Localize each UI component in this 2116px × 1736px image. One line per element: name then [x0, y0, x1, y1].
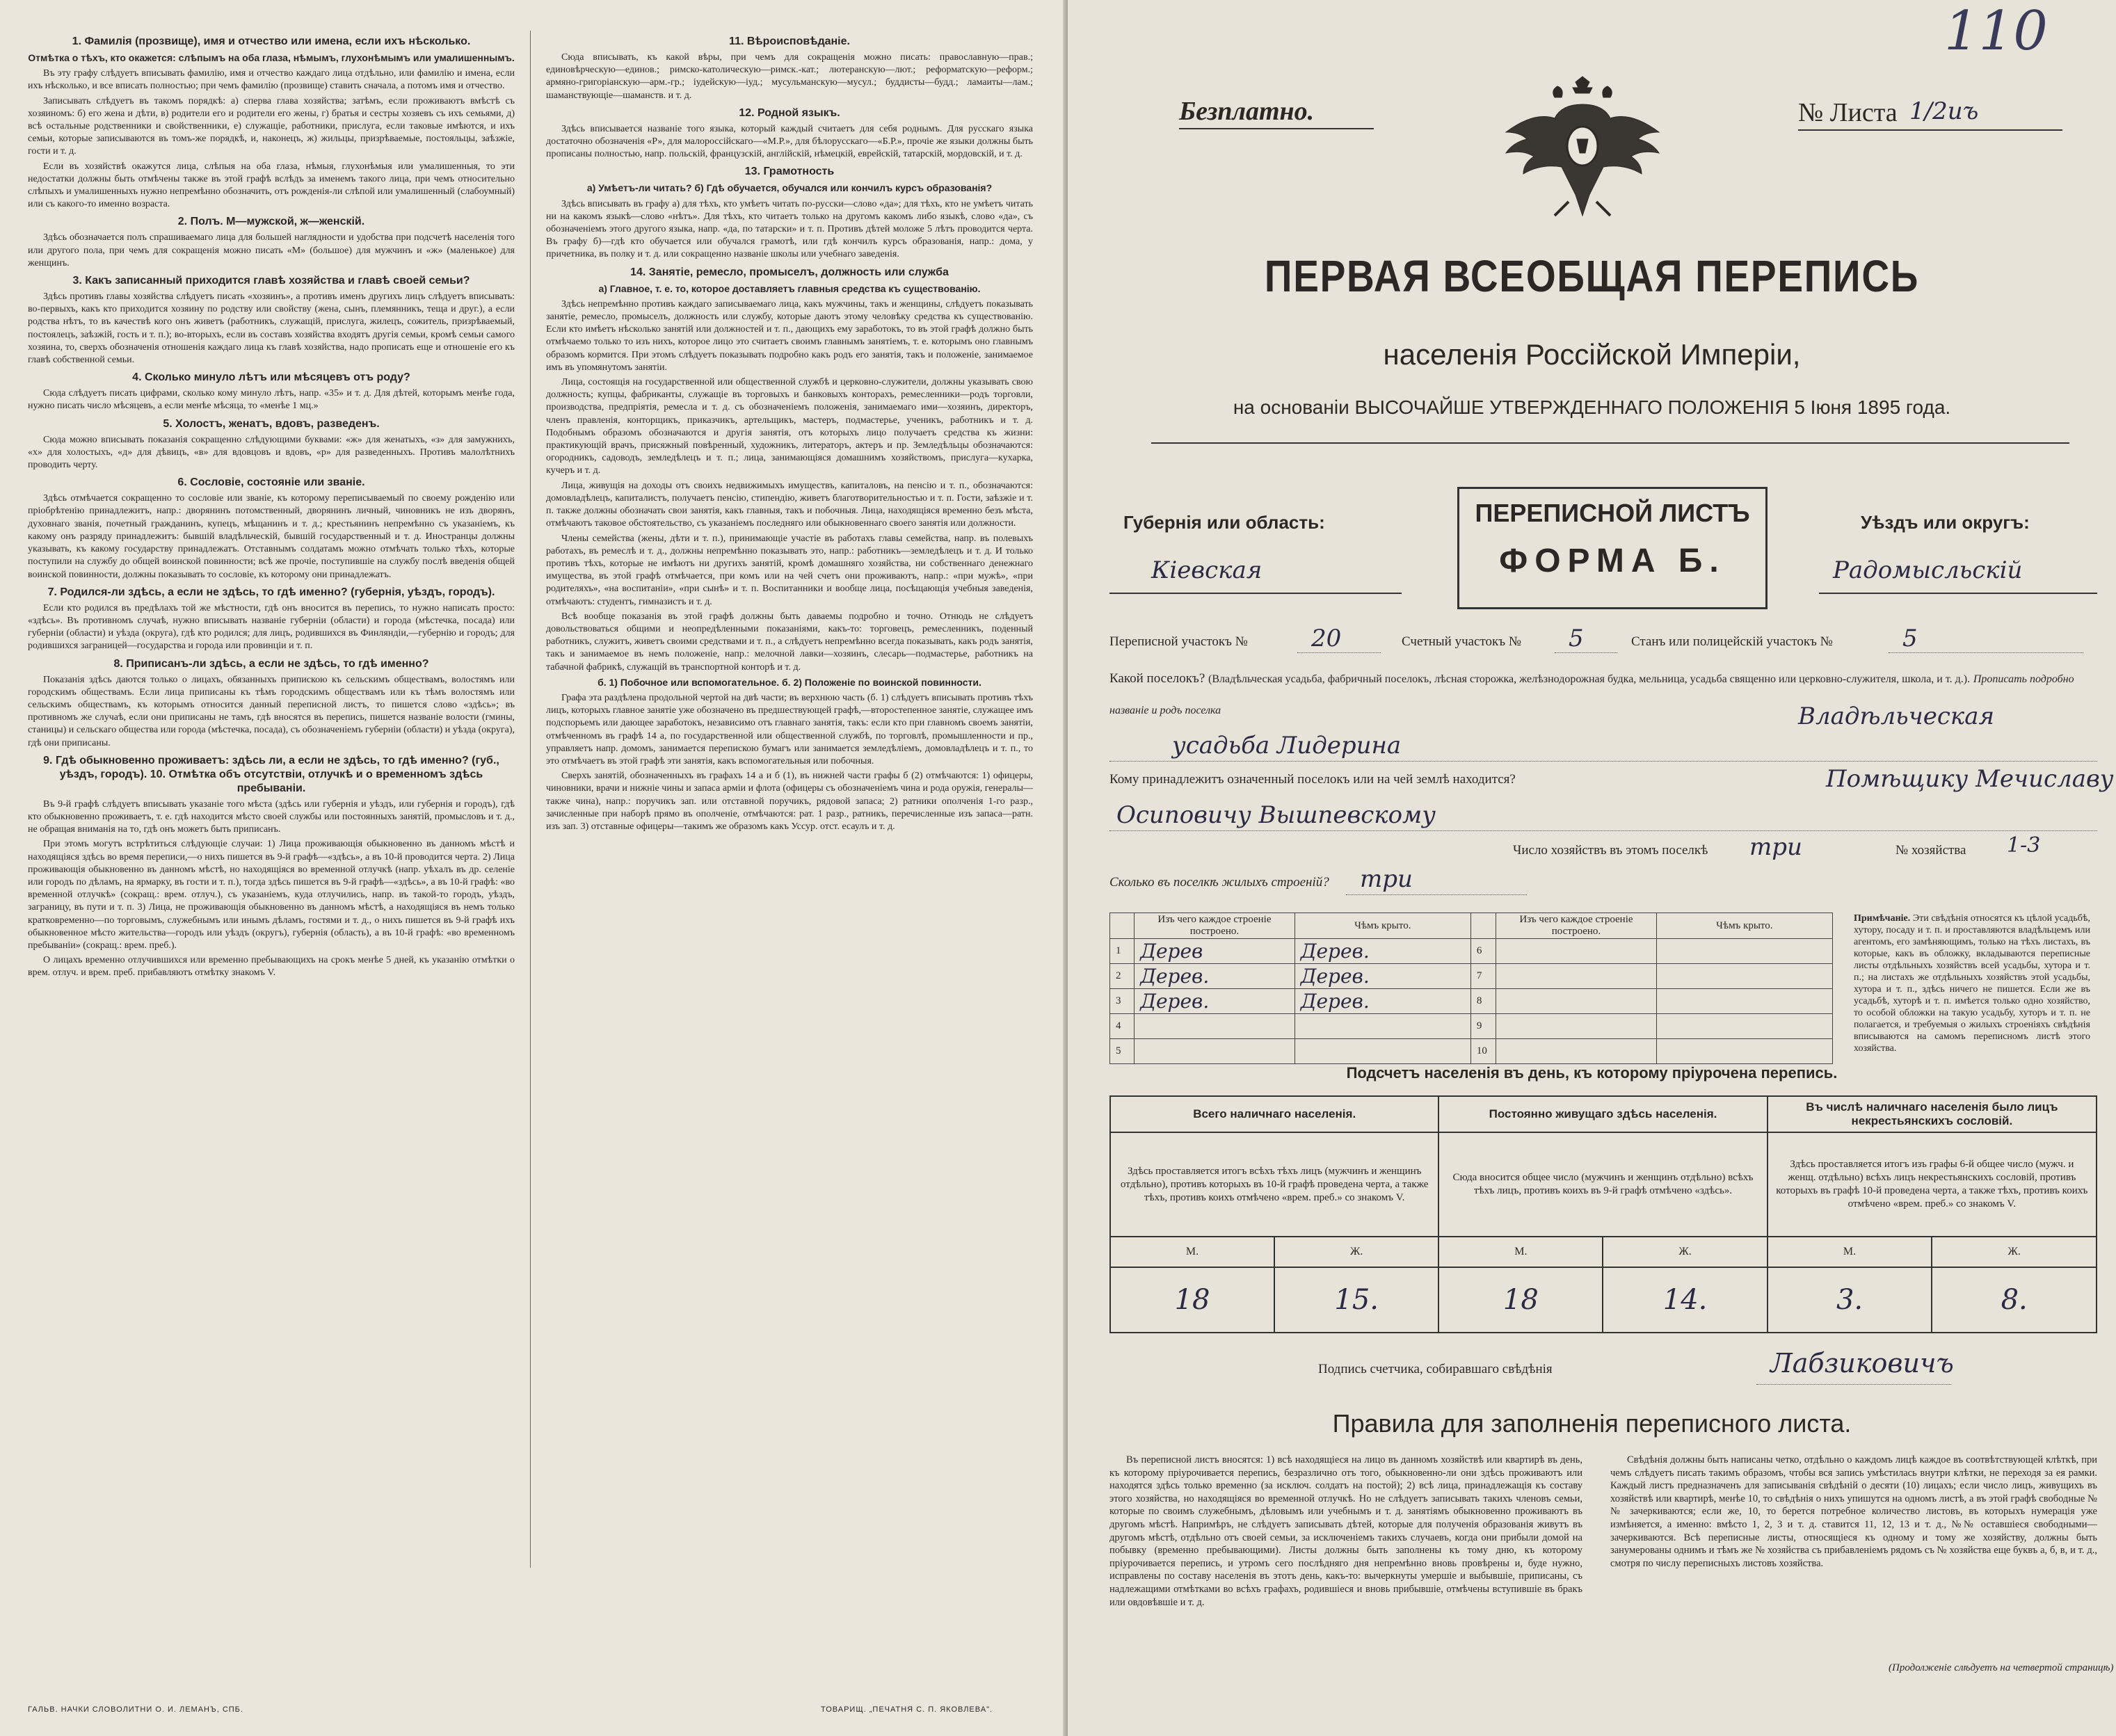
- building-roof: [1295, 1014, 1470, 1039]
- instruction-subheading: Отмѣтка о тѣхъ, кто окажется: слѣпымъ на оба глаза, нѣмымъ, глухонѣмымъ или умалишеннымъ.: [28, 52, 515, 63]
- enumeration-district-label: Переписной участокъ №: [1109, 634, 1248, 649]
- instruction-heading: 2. Полъ. М—мужской, ж—женскій.: [177, 216, 365, 228]
- male-column-label: М.: [1768, 1237, 1932, 1267]
- gubernia-label: Губернія или область:: [1123, 512, 1325, 533]
- instruction-paragraph: Въ эту графу слѣдуетъ вписывать фамилію, имя и отчество каждаго лица отдѣльно, или фамилію и имена, если ихъ нѣсколько, и все вписать полностью; при чемъ фамилію (прозвище) ставить сначала, а потомъ имя и отчество.: [28, 68, 515, 92]
- instruction-heading: 3. Какъ записанный приходится главѣ хозяйства и главѣ своей семьи?: [72, 275, 470, 287]
- summary-column-description: Здѣсь проставляется итогъ всѣхъ тѣхъ лицъ (мужчинъ и женщинъ отдѣльно), противъ которыхъ въ 10-й графѣ проведена черта, а также тѣхъ, противъ коихъ отмѣчено «врем. преб.» со знакомъ V.: [1110, 1132, 1438, 1237]
- instruction-heading: 8. Приписанъ-ли здѣсь, а если не здѣсь, то гдѣ именно?: [113, 657, 429, 670]
- gratis-label: Безплатно.: [1179, 97, 1315, 126]
- printer-imprint-left: ГАЛЬВ. НАЧКИ СЛОВОЛИТНИ О. И. ЛЕМАНЪ, СПБ.: [28, 1705, 243, 1714]
- building-material: Дерев: [1135, 939, 1295, 964]
- building-row: [1110, 989, 1833, 1014]
- building-roof: [1656, 964, 1832, 989]
- household-number-label: № хозяйства: [1895, 843, 1966, 858]
- enumeration-district-value: 20: [1311, 625, 1342, 652]
- households-handwritten: три: [1749, 833, 1802, 861]
- building-material: Дерев.: [1135, 989, 1295, 1014]
- building-material: [1135, 1014, 1295, 1039]
- census-subtitle: населенія Россійской Имперіи,: [1383, 338, 1801, 371]
- sheet-number-underline: [1798, 129, 2062, 131]
- rules-continuation: (Продолженіе слѣдуетъ на четвертой страницѣ): [1889, 1662, 2114, 1673]
- instruction-paragraph: Показанія здѣсь даются только о лицахъ, обязанныхъ припискою къ сельскимъ обществамъ, волостямъ или городскимъ обществамъ. Если лица приписаны къ тѣмъ городскимъ обществамъ или къ тѣмъ волостямъ или сельскимъ обществамъ, къ которымъ относится данный переписной листъ, то пишется слово «здѣсь»; въ противномъ же случаѣ, если они приписаны не тамъ, гдѣ вносятся въ перепись, пишется названіе волости (гмины, станицы) и сельскаго общества или города (мѣстечка, посада), съ обозначеніемъ губерніи (области) и уѣзда (округа), гдѣ они приписаны.: [28, 674, 515, 748]
- instruction-paragraph: Всѣ вообще показанія въ этой графѣ должны быть даваемы подробно и точно. Отнюдь не слѣдуетъ довольствоваться общими и неопредѣленными показаніями, какъ-то: торговецъ, ремесленникъ, поденный работникъ, служитъ, живетъ своими средствами и т. п., а слѣдуетъ непремѣнно всегда показывать, какъ родъ занятія, такъ и занимаемое въ немъ положеніе, напр.: мелочной лавки—хозяинъ, слесарь—подмастерье, работникъ на табачной фабрикѣ, служащій въ транспортной конторѣ и т. д.: [546, 611, 1033, 673]
- printer-imprint-right: ТОВАРИЩ. „ПЕЧАТНЯ С. П. ЯКОВЛЕВА".: [821, 1705, 993, 1714]
- buildings-line: [1346, 894, 1527, 895]
- owner-question: Кому принадлежитъ означенный поселокъ или на чей землѣ находится?: [1109, 772, 1516, 787]
- building-roof: [1656, 1039, 1832, 1064]
- building-roof: [1295, 1039, 1470, 1064]
- building-number: 1: [1110, 939, 1135, 964]
- building-row: [1110, 1014, 1833, 1039]
- households-label: Число хозяйствъ въ этомъ поселкѣ: [1513, 843, 1708, 858]
- building-roof: Дерев.: [1295, 989, 1470, 1014]
- building-roof: Дерев.: [1295, 939, 1470, 964]
- buildings-note: [1854, 913, 2090, 1054]
- building-material: Дерев.: [1135, 964, 1295, 989]
- police-district-line: [1889, 652, 2083, 653]
- building-number: 6: [1470, 939, 1496, 964]
- instruction-paragraph: При этомъ могутъ встрѣтиться слѣдующіе случаи: 1) Лица проживающія обыкновенно въ данномъ мѣстѣ и находящіяся здѣсь во время переписи,—о нихъ пишется въ 9-й графѣ—«здѣсь», а въ 10-й проводится черта. 2) Лица проживающія обыкновенно въ данномъ мѣстѣ, но находящіяся во временной отлучкѣ (напр. уѣхалъ въ др. селеніе или городъ по дѣламъ, на ярмарку, въ гости и т. п.), тогда здѣсь пишется въ 9-й графѣ—«здѣсь», а въ 10-й графѣ: «во временной отлучкѣ» (сокращ.: врем. отлуч.), съ указаніемъ, куда отлучились, напр. въ такой-то городъ, уѣздъ, заграницу, въ пути и т. п. 3) Лица, не проживающія обыкновенно въ данномъ мѣстѣ, а находящіяся въ немъ только кратковременно—по торговымъ, служебнымъ или инымъ дѣламъ, гостями и т. д., о нихъ пишется въ 9-й графѣ ихъ обыкновенное мѣсто жительства—городъ или уѣздъ (округъ), губернія (область), а въ 10-й графѣ: «во временномъ пребываніи» (сокращ.: врем. преб.).: [28, 839, 515, 951]
- instruction-paragraph: Члены семейства (жены, дѣти и т. п.), принимающіе участіе въ работахъ главы семейства, напр. въ полевыхъ работахъ, въ ремеслѣ и т. д., должны непремѣнно показывать это, напр.: работникъ—земледѣлецъ и т. д. И только противъ тѣхъ, которые не имѣютъ ни другихъ занятій, кромѣ домашняго хозяйства, ни собственнаго денежнаго имущества, въ этой графѣ отмѣчается, при комъ или на чей счетъ они проживаютъ, напр.: «при мужѣ», «при родителяхъ», «на воспитаніи», «при сынѣ» и т. п. Воспитанники и вообще лица, посѣщающія учебныя заведенія, отмѣчаютъ: студентъ, гимназистъ и т. д.: [546, 533, 1033, 607]
- gratis-underline: [1179, 128, 1374, 129]
- summary-column-header: Въ числѣ наличнаго населенія было лицъ некрестьянскихъ сословій.: [1768, 1096, 2097, 1132]
- instruction-paragraph: Лица, состоящія на государственной или общественной службѣ и церковно-служители, должны указывать свою должность; купцы, фабриканты, служащіе въ торговыхъ и банковыхъ конторахъ, ремесленники—родъ торговли, производства, предпріятія, ремесла и т. д. съ обозначеніемъ положенія, занимаемаго ими—хозяинъ, директоръ, членъ правленія, конторщикъ, приказчикъ, артельщикъ, мастеръ, подмастерье, ученикъ, работникъ и т. д. Подобнымъ образомъ обозначаются и другія занятія, отъ которыхъ лицо получаетъ средства къ жизни: практикующій врачъ, присяжный повѣренный, художникъ, литераторъ, актеръ и пр. Земледѣльцы обозначаются: огородникъ, садоводъ, земледѣлецъ и т. п.; лица, занимающіяся домашнимъ хозяйствомъ, прислуга—кухарка, кучеръ и т. д.: [546, 377, 1033, 476]
- female-column-label: Ж.: [1932, 1237, 2097, 1267]
- building-number: 3: [1110, 989, 1135, 1014]
- instruction-paragraph: Сюда можно вписывать показанія сокращенно слѣдующими буквами: «ж» для женатыхъ, «з» для замужнихъ, «х» для холостыхъ, «д» для дѣвицъ, «в» для вдовцовъ и вдовъ, «р» для разведенныхъ. Противъ малолѣтнихъ проводить черту.: [28, 434, 515, 471]
- header-rule: [1151, 442, 2069, 444]
- archive-page-number: 110: [1944, 0, 2048, 63]
- building-roof: Дерев.: [1295, 964, 1470, 989]
- population-summary-table: [1109, 1095, 2097, 1333]
- instruction-paragraph: Въ 9-й графѣ слѣдуетъ вписывать указаніе того мѣста (здѣсь или губернія и уѣздъ, или губернія и городъ), гдѣ кто обыкновенно проживаетъ, т. е. гдѣ находится мѣсто своей службы или постоянныхъ занятій, промысловъ и т. д., не обращая вниманія на то, гдѣ онъ можетъ быть приписанъ.: [28, 798, 515, 835]
- instruction-subheading: б. 1) Побочное или вспомогательное. б. 2) Положеніе по воинской повинности.: [598, 676, 981, 688]
- summary-title: Подсчетъ населенія въ день, къ которому пріурочена перепись.: [1346, 1064, 1838, 1082]
- instruction-heading: 14. Занятіе, ремесло, промыселъ, должность или служба: [630, 266, 949, 278]
- building-row: [1110, 939, 1833, 964]
- building-material: [1135, 1039, 1295, 1064]
- instruction-paragraph: Здѣсь вписывать въ графу а) для тѣхъ, кто умѣетъ читать по-русски—слово «да»; для тѣхъ, кто не умѣетъ читать ни на какомъ языкѣ—слово «нѣтъ». Для тѣхъ, кто читаетъ только на другомъ какомъ либо языкѣ, слово «да», съ обозначеніемъ этого другого языка, напр. «да, по татарски» и т. п. Противъ дѣтей моложе 5 лѣтъ проводится черта. Въ графу б)—гдѣ кто обучается или обучался грамотѣ, или гдѣ кончилъ курсъ образованія, напр.: дома, у причетника, въ полку и т. д. или сокращенно названіе школы или учебнаго заведенія.: [546, 198, 1033, 260]
- building-number: 7: [1470, 964, 1496, 989]
- male-count-value: 18: [1110, 1267, 1274, 1333]
- instruction-heading: 1. Фамилія (прозвище), имя и отчество или имена, если ихъ нѣсколько.: [72, 35, 471, 47]
- instruction-paragraph: Если въ хозяйствѣ окажутся лица, слѣпыя на оба глаза, нѣмыя, глухонѣмыя или умалишенныя, то эти недостатки должны быть отмѣчены также въ этой графѣ вслѣдъ за именемъ такого лица, при чемъ относительно слѣпыхъ и умалишенныхъ нужно непремѣнно обозначить, отъ рожденія-ли слѣпой или умалишенный (слабоумный) или съ какого-то именно возраста.: [28, 161, 515, 210]
- instruction-paragraph: О лицахъ временно отлучившихся или временно пребывающихъ на срокъ менѣе 5 дней, къ указанію отмѣтки о врем. отлуч. и врем. преб. прибавляютъ отмѣтку знакомъ V.: [28, 955, 515, 979]
- instruction-paragraph: Здѣсь отмѣчается сокращенно то сословіе или званіе, къ которому переписываемый по своему рожденію или пріобрѣтенію принадлежитъ, напр.: дворянинъ потомственный, дворянинъ личный, чиновникъ не изъ дворянъ, духовнаго званія, почетный гражданинъ, купецъ, мѣщанинъ и т. д.; крестьянинъ непремѣнно съ указаніемъ, къ какому онъ разряду принадлежитъ: бывшій владѣльческій, бывшій государственный и т. д. Иностранцы должны указывать, къ какому государству принадлежатъ. Отставнымъ солдатамъ можно отмѣчать только тѣхъ, которые поступили на службу до общей воинской повинности; всѣ же прочіе, поступившіе на службу послѣ введенія общей воинской повинности, должны показывать то сословіе, къ которому они принадлежатъ.: [28, 493, 515, 580]
- signature-line: [1756, 1384, 1951, 1385]
- census-title: ПЕРВАЯ ВСЕОБЩАЯ ПЕРЕПИСЬ: [1264, 251, 1920, 301]
- instruction-paragraph: Если кто родился въ предѣлахъ той же мѣстности, гдѣ онъ вносится въ перепись, то нужно написать просто: «здѣсь». Въ противномъ случаѣ, нужно вписывать названіе губерніи (области) и города (мѣстечка, посада) или губерніи (области) и уѣзда (округа), гдѣ кто родился; для лицъ, родившихся въ Финляндіи,—губернію и городъ; для родившихся заграницей—государства и города или провинціи и т. п.: [28, 602, 515, 652]
- summary-column-description: Сюда вносится общее число (мужчинъ и женщинъ отдѣльно) всѣхъ тѣхъ лицъ, противъ коихъ въ 9-й графѣ отмѣчено «здѣсь».: [1438, 1132, 1767, 1237]
- male-count-value: 18: [1438, 1267, 1603, 1333]
- instruction-paragraph: Здѣсь непремѣнно противъ каждаго записываемаго лица, какъ мужчины, такъ и женщины, слѣдуетъ показывать занятіе, ремесло, промыселъ, должность или службу, которые даютъ этому человѣку средства къ существованію. Если кто имѣетъ нѣсколько занятій или должностей и т. п., дающихъ ему заработокъ, то въ этой графѣ должно быть отмѣчаемо только то изъ нихъ, которое лицо это считаетъ своимъ главнымъ занятіемъ, т. е. которымъ оно главнымъ образомъ кормится. При этомъ слѣдуетъ показывать подробно какъ родъ его занятія, такъ и положеніе, занимаемое имъ въ упомянутомъ занятіи.: [546, 298, 1033, 373]
- buildings-table: [1109, 913, 1833, 1064]
- gubernia-handwritten: Кіевская: [1151, 556, 1263, 584]
- settlement-question: Какой поселокъ?: [1109, 671, 1205, 686]
- building-roof: [1656, 989, 1832, 1014]
- settlement-name-handwritten: усадьба Лидерина: [1172, 732, 1402, 760]
- buildings-label: Сколько въ поселкѣ жилыхъ строеній?: [1109, 875, 1329, 890]
- household-number-handwritten: 1-3: [2007, 833, 2041, 858]
- form-title: ПЕРЕПИСНОЙ ЛИСТЪ: [1475, 499, 1750, 527]
- form-header-block: [1109, 487, 2097, 612]
- settlement-line: [1109, 761, 2097, 762]
- sheet-number-label: № Листа: [1798, 98, 1898, 127]
- uezd-handwritten: Радомысльскій: [1833, 556, 2023, 584]
- building-row: [1110, 964, 1833, 989]
- signature-label: Подпись счетчика, собиравшаго свѣдѣнія: [1318, 1362, 1553, 1376]
- building-roof: [1656, 939, 1832, 964]
- column-divider: [530, 31, 531, 1568]
- bld-header-roof-2: Чѣмъ крыто.: [1656, 913, 1832, 939]
- building-material: [1496, 964, 1657, 989]
- instruction-heading: 12. Родной языкъ.: [739, 106, 840, 119]
- census-form-page: [1068, 0, 2116, 1736]
- female-count-value: 15.: [1274, 1267, 1438, 1333]
- building-row: [1110, 1039, 1833, 1064]
- building-number: 9: [1470, 1014, 1496, 1039]
- uezd-label: Уѣздъ или округъ:: [1861, 512, 2030, 533]
- imperial-eagle-emblem: [1499, 70, 1666, 223]
- owner-handwritten-1: Помѣщику Мечиславу: [1826, 765, 2114, 793]
- settlement-type-handwritten: Владѣльческая: [1798, 702, 1995, 730]
- note-text: Эти свѣдѣнія относятся къ цѣлой усадьбѣ, хутору, посаду и т. п. и проставляются владѣльцемъ или агентомъ, его замѣняющимъ, только на тѣхъ листахъ, въ которые, какъ въ обложку, вкладываются переписные листы отдѣльныхъ хозяйствъ всей усадьбы, хутора и т. п.; на листахъ же отдѣльныхъ хозяйствъ этой усадьбы, хутора и т. п., здѣсь ничего не пишется. Если же въ усадьбѣ, хуторѣ и т. п. имѣется только одно хозяйство, то особой обложки на такую усадьбу, хуторъ и т. п. не полагается, и требуемыя о жилыхъ строеніяхъ свѣдѣнія вписываются на самомъ переписномъ листѣ этого хозяйства.: [1854, 913, 2091, 1054]
- bld-header-material-2: Изъ чего каждое строеніе построено.: [1496, 913, 1657, 939]
- building-number: 8: [1470, 989, 1496, 1014]
- rules-text-left: Въ переписной листъ вносятся: 1) всѣ находящіеся на лицо въ данномъ хозяйствѣ или квартирѣ въ день, къ которому пріурочивается перепись, безразлично отъ того, обыкновенно-ли они здѣсь проживаютъ или находятся здѣсь только временно (за исключ. солдатъ на постой); 2) всѣ лица, принадлежащія къ составу этого хозяйства, но находящіяся во временной отлучкѣ. Но не слѣдуетъ записывать такихъ членовъ семьи, которые по своимъ служебнымъ, дѣловымъ или учебнымъ и т. д. занятіямъ обыкновенно проживаютъ въ другомъ мѣстѣ. Напримѣръ, не слѣдуетъ записывать дѣтей, которые для полученія образованія живутъ въ другомъ мѣстѣ, отдѣльно отъ своей семьи, за исключеніемъ такихъ случаевъ, когда они прибыли домой на побывку (временно пребывающими). Листы должны быть заполнены къ тому дню, къ которому пріурочивается перепись, и утромъ сего послѣдняго дня непремѣнно вновь провѣрены и, буде нужно, исправлены по составу населенія въ этотъ день, какъ-то: вычеркнуты умершіе и выбывшіе, приписаны, съ надлежащими отмѣтками во всѣхъ графахъ, родившіеся и вновь прибывшіе, отмѣчены вступившіе въ бракъ или овдовѣвшіе и т. д.: [1109, 1454, 1582, 1608]
- instruction-heading: 11. Вѣроисповѣданіе.: [729, 35, 850, 47]
- rules-text-right: Свѣдѣнія должны быть написаны четко, отдѣльно о каждомъ лицѣ каждое въ соотвѣтствующей клѣткѣ, при чемъ слѣдуетъ писать такимъ образомъ, чтобы вся запись умѣстилась внутри клѣтки, не переходя за ея рамки. Каждый листъ предназначенъ для записыванія свѣдѣній о десяти (10) лицахъ; если число лицъ, живущихъ въ хозяйствѣ или квартирѣ, менѣе 10, то свѣдѣнія о нихъ упишутся на одномъ листѣ, а въ этой графѣ свободные №№ зачеркиваются; если же, 10, то берется потребное количество листовъ, въ которыхъ нумерація уже измѣняется, а именно: вмѣсто 1, 2, 3 и т. д. ставится 11, 12, 13 и т. д., №№ оставшіеся свободными—зачеркиваются. Всѣ переписные листы, относящіеся къ одному и тому же хозяйству, должны быть занумерованы однимъ и тѣмъ же № хозяйства съ прибавленіемъ рядомъ съ № хозяйства еще буквъ а, б, в, и т. д., смотря по числу переписныхъ листовъ хозяйства.: [1610, 1454, 2097, 1569]
- legal-basis: на основаніи ВЫСОЧАЙШЕ УТВЕРЖДЕННАГО ПОЛОЖЕНІЯ 5 Іюня 1895 года.: [1233, 396, 1951, 418]
- instruction-paragraph: Сверхъ занятій, обозначенныхъ въ графахъ 14 а и б (1), въ нижней части графы б (2) отмѣчаются: 1) офицеры, чиновники, врачи и нижніе чины и запаса арміи и флота (офицеры съ обозначеніемъ чина и рода оружія, генералы—также чина), напр.: поручикъ зап. или отставной поручикъ, рядовой запаса; 2) ратники ополченія 1-го разр., зачисленные при наборѣ прямо въ ополченіе, отмѣчаются: рат. 1 разр., ратникъ, перечисленные изъ запаса—ратн. изъ зап. 3) отставные офицеры—такимъ же образомъ какъ Уссур. отст. есаулъ и т. д.: [546, 771, 1033, 832]
- instruction-heading: 6. Сословіе, состояніе или званіе.: [177, 476, 365, 489]
- building-number: 4: [1110, 1014, 1135, 1039]
- instructions-column-1: [28, 31, 515, 982]
- enumerator-signature: Лабзиковичъ: [1770, 1348, 1954, 1379]
- instruction-heading: 5. Холостъ, женатъ, вдовъ, разведенъ.: [163, 417, 380, 430]
- female-column-label: Ж.: [1603, 1237, 1767, 1267]
- enumeration-district-line: [1297, 652, 1381, 653]
- owner-line: [1109, 830, 2097, 831]
- rules-title: Правила для заполненія переписного листа.: [1332, 1409, 1852, 1438]
- instruction-paragraph: Записывать слѣдуетъ въ такомъ порядкѣ: а) сперва глава хозяйства; затѣмъ, если проживаютъ вмѣстѣ съ хозяиномъ: б) его жена и дѣти, в) родители его и родители его жены, г) братья и сестры хозяевъ съ ихъ семьями, д) всѣ остальные родственники и свойственники, е) служащіе, работники, прислуга, если таковые имѣются, и ихъ семьи, которые записываются въ томъ-же порядкѣ, и, наконецъ, ж) жильцы, призрѣваемые, постояльцы, заѣзжіе, гости и т. д.: [28, 95, 515, 157]
- instruction-heading: 7. Родился-ли здѣсь, а если не здѣсь, то гдѣ именно? (губернія, уѣздъ, городъ).: [47, 586, 495, 598]
- police-district-value: 5: [1902, 625, 1918, 652]
- form-name: ФОРМА Б.: [1499, 542, 1726, 579]
- buildings-handwritten: три: [1360, 865, 1413, 893]
- instruction-heading: 4. Сколько минуло лѣтъ или мѣсяцевъ отъ роду?: [132, 371, 410, 384]
- instruction-paragraph: Здѣсь противъ главы хозяйства слѣдуетъ писать «хозяинъ», а противъ именъ другихъ лицъ слѣдуетъ вписывать: во-первыхъ, какъ кто приходится хозяину по родству или свойству (жена, сынъ, племянникъ, теща и друг.), а если родства нѣтъ, то въ качествѣ кого онъ живетъ (работникъ, служащій, прислуга, жилецъ, сожитель, призрѣваемый, постоялецъ, заѣзжій, гость и т. п.); во-вторыхъ, если въ составъ хозяйства входятъ другія семьи, кромѣ семьи самого хозяина, то, сверхъ обозначенія отношенія каждаго лица къ главѣ хозяйства, надо прописать еще и отношеніе его къ главѣ собственной семьи.: [28, 291, 515, 366]
- instruction-paragraph: Сюда слѣдуетъ писать цифрами, сколько кому минуло лѣтъ, напр. «35» и т. д. Для дѣтей, которымъ менѣе года, нужно писать число мѣсяцевъ, а если менѣе мѣсяца, то «менѣе 1 мц.»: [28, 388, 515, 412]
- building-material: [1496, 939, 1657, 964]
- instruction-heading: 13. Грамотность: [744, 166, 835, 178]
- count-district-line: [1555, 652, 1617, 653]
- building-roof: [1656, 1014, 1832, 1039]
- instruction-paragraph: Сюда вписывать, къ какой вѣры, при чемъ для сокращенія можно писать: православную—прав.; единовѣрческую—единов.; римско-католическую—римск.-кат.; лютеранскую—лют.; реформатскую—реформ.; армяно-григоріанскую—арм.-гр.; іудейскую—іуд.; мусульманскую—мусул.; буддисты—будд.; ламаиты—лам.; шаманствующіе—шаманств. и т. д.: [546, 52, 1033, 101]
- building-number: 2: [1110, 964, 1135, 989]
- instructions-column-2: [546, 31, 1033, 835]
- male-count-value: 3.: [1768, 1267, 1932, 1333]
- building-material: [1496, 989, 1657, 1014]
- count-district-value: 5: [1569, 625, 1584, 652]
- female-column-label: Ж.: [1274, 1237, 1438, 1267]
- sheet-number-handwritten: 1/2иъ: [1909, 97, 1979, 125]
- building-material: [1496, 1039, 1657, 1064]
- bld-header-material-1: Изъ чего каждое строеніе построено.: [1135, 913, 1295, 939]
- instruction-paragraph: Лица, живущія на доходы отъ своихъ недвижимыхъ имуществъ, капиталовъ, на пенсію и т. п., обозначаются: домовладѣлецъ, капиталистъ, получаетъ пенсію, стипендію, живетъ благотворительностью и т. п. Гости, заѣзжіе и т. п. также должны обозначать свои занятія, какъ главныя, такъ и побочныя. Лица, находящіяся временно безъ мѣста, отмѣчаютъ таковое обстоятельство, съ указаніемъ последняго или обыкновеннаго своего занятія или должности.: [546, 480, 1033, 529]
- owner-handwritten-2: Осиповичу Вышпевскому: [1116, 801, 1436, 829]
- instruction-heading: 9. Гдѣ обыкновенно проживаетъ: здѣсь ли, а если не здѣсь, то гдѣ именно? (губ., уѣздъ, городъ). 10. Отмѣтка объ отсутствіи, отлучкѣ и о временномъ здѣсь пребываніи.: [43, 754, 499, 794]
- male-column-label: М.: [1110, 1237, 1274, 1267]
- instruction-paragraph: Здѣсь вписывается названіе того языка, который каждый считаетъ для себя роднымъ. Для русскаго языка достаточно обозначенія «Р», для малороссійскаго—«М.Р.», для бѣлорусскаго—«Б.Р.», прочіе же языки должны быть прописаны полностью, напр. польскій, французскій, англійскій, нѣмецкій, еврейскій, татарскій, мордовскій, и т. д.: [546, 123, 1033, 160]
- bld-header-roof-1: Чѣмъ крыто.: [1295, 913, 1470, 939]
- count-district-label: Счетный участокъ №: [1402, 634, 1521, 649]
- instruction-subheading: а) Умѣетъ-ли читать? б) Гдѣ обучается, обучался или кончилъ курсъ образованія?: [586, 182, 993, 194]
- female-count-value: 14.: [1603, 1267, 1767, 1333]
- instruction-paragraph: Здѣсь обозначается полъ спрашиваемаго лица для большей наглядности и удобства при подсчетѣ населенія того или другого пола, при чемъ для сокращенія можно писать «М» (большое) для мужчинъ и «ж» (маленькое) для женщинъ.: [28, 232, 515, 268]
- summary-column-header: Постоянно живущаго здѣсь населенія.: [1438, 1096, 1767, 1132]
- uezd-underline: [1819, 593, 2097, 594]
- summary-column-header: Всего наличнаго населенія.: [1110, 1096, 1438, 1132]
- instruction-subheading: а) Главное, т. е. то, которое доставляетъ главныя средства къ существованію.: [598, 282, 981, 294]
- building-number: 5: [1110, 1039, 1135, 1064]
- settlement-hint: Прописать подробно названіе и родъ поселка: [1109, 673, 2074, 716]
- female-count-value: 8.: [1932, 1267, 2097, 1333]
- settlement-description: (Владѣльческая усадьба, фабричный поселокъ, лѣсная сторожка, желѣзнодорожная будка, мельница, усадьба священно или церковно-служителя, школа, и т. д.).: [1208, 673, 1971, 685]
- police-district-label: Станъ или полицейскій участокъ №: [1631, 634, 1833, 649]
- note-title: Примѣчаніе.: [1854, 913, 1911, 924]
- summary-column-description: Здѣсь проставляется итогъ изъ графы 6-й общее число (мужч. и женщ. отдѣльно) всѣхъ лицъ некрестьянскихъ сословій, противъ которыхъ въ графѣ 10-й проведена черта, а также тѣхъ, противъ коихъ отмѣчено «врем. преб.» со знакомъ V.: [1768, 1132, 2097, 1237]
- male-column-label: М.: [1438, 1237, 1603, 1267]
- building-number: 10: [1470, 1039, 1496, 1064]
- gubernia-underline: [1109, 593, 1402, 594]
- building-material: [1496, 1014, 1657, 1039]
- form-title-box: [1457, 487, 1768, 609]
- instruction-paragraph: Графа эта раздѣлена продольной чертой на двѣ части; въ верхнюю часть (б. 1) слѣдуетъ вписывать противъ тѣхъ лицъ, которыхъ главное занятіе уже обозначено въ предшествующей графѣ,—второстепенное занятіе, служащее имъ подспорьемъ или дающее заработокъ, независимо отъ главнаго занятія, такъ: если кто при главномъ своемъ занятіи, отмѣченномъ въ графѣ 14 а, по государственной или общественной службѣ, по торговлѣ, промышленности и пр., управляетъ напр. домомъ, занимается перепискою бумагъ или занимается земледѣліемъ, домовладѣлецъ и т. п., то это отмѣчаетъ въ этой графѣ эти занятія, какъ вспомогательныя или побочныя.: [546, 692, 1033, 766]
